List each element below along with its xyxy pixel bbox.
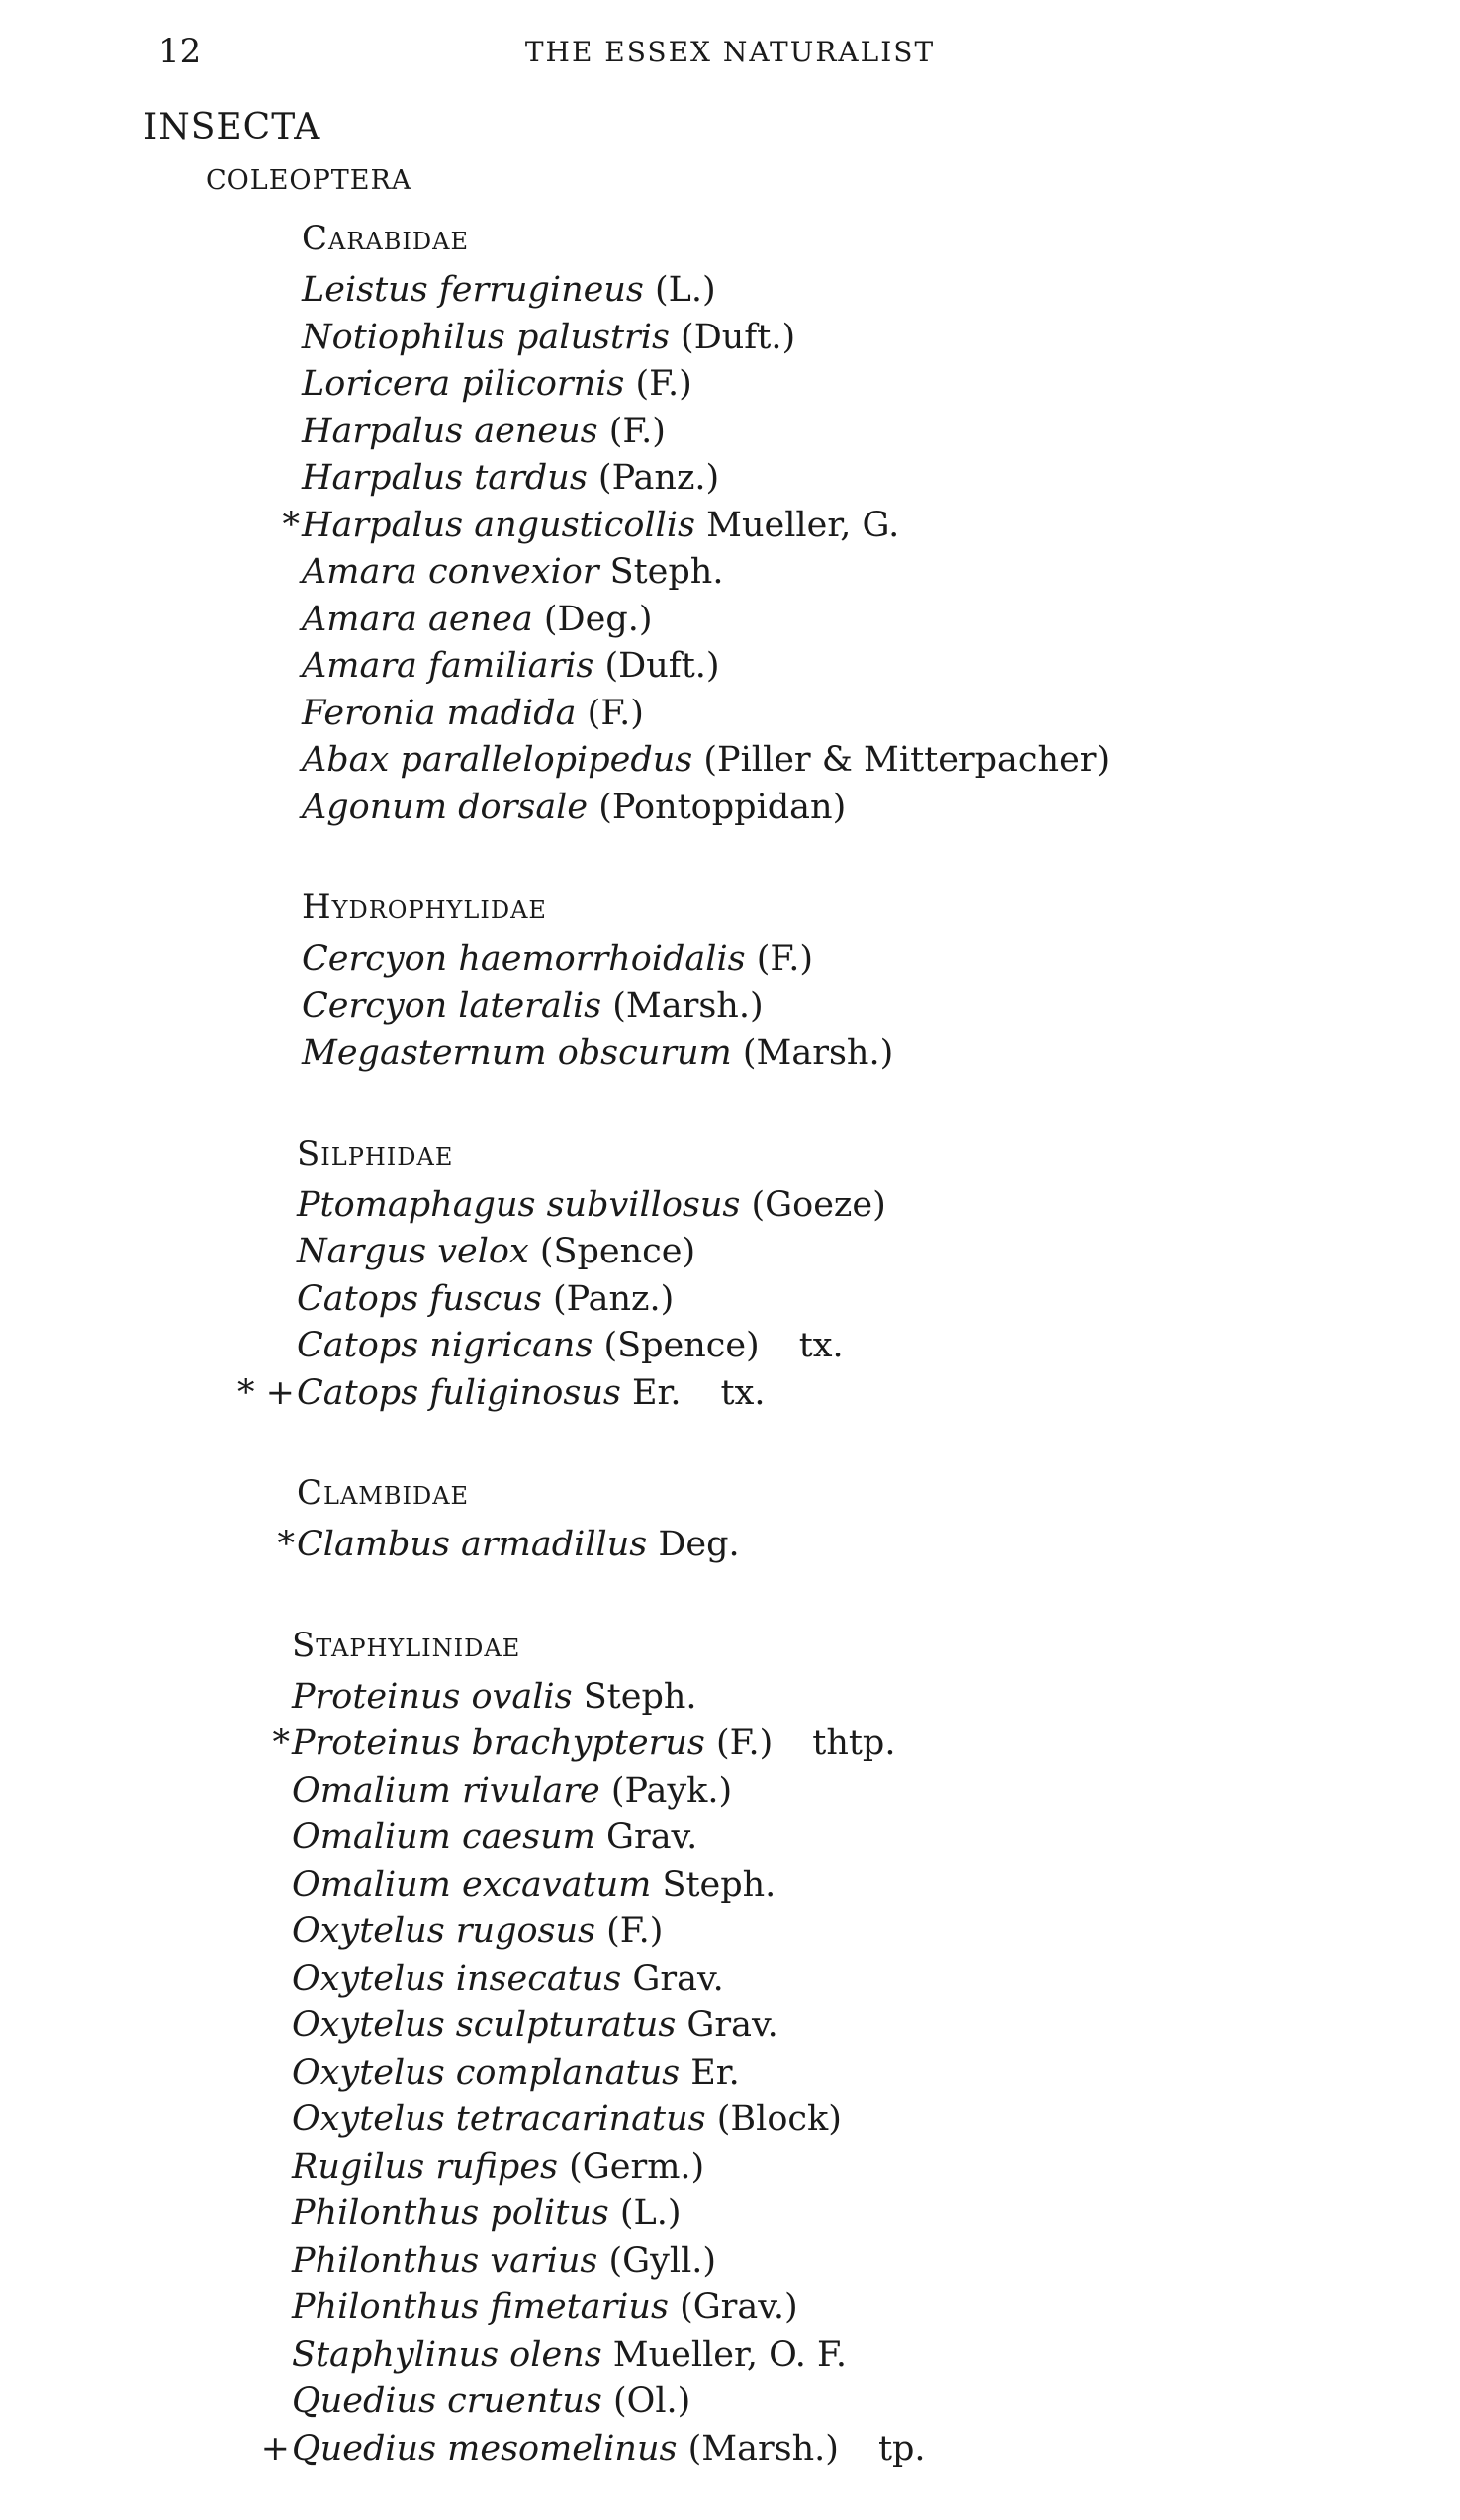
species-authority: (Deg.) (532, 599, 653, 639)
species-entry (0, 2238, 1460, 2286)
species-authority: (Spence) (593, 1326, 760, 1365)
species-entry (0, 1182, 1460, 1230)
species-name: Harpalus aeneus (302, 411, 598, 451)
species-entry (0, 643, 1460, 691)
species-authority: Er. (620, 1372, 682, 1413)
species-entry (0, 1862, 1460, 1910)
species-authority: (Payk.) (599, 1770, 733, 1811)
species-name: Amara familiaris (302, 646, 594, 686)
species-authority: Grav. (594, 1818, 698, 1857)
species-authority: Mueller, G. (695, 505, 900, 545)
species-authority: Grav. (621, 1958, 724, 1999)
family-list (0, 210, 1460, 2520)
species-name: Oxytelus sculpturatus (292, 2006, 677, 2045)
species-authority: (F.) (576, 693, 644, 733)
running-head: THE ESSEX NATURALIST (524, 36, 936, 68)
species-authority: (Piller & Mitterpacher) (692, 740, 1111, 780)
species-name: Agonum dorsale (302, 787, 589, 827)
species-authority: (Grav.) (668, 2287, 798, 2327)
species-authority: Mueller, O. F. (601, 2334, 847, 2375)
family-title: Clambidae (297, 1473, 470, 1513)
species-entry (0, 267, 1460, 315)
species-entry (0, 1768, 1460, 1816)
species-entry (0, 691, 1460, 738)
page-number: 12 (158, 32, 202, 71)
species-name: Cercyon lateralis (302, 985, 602, 1026)
species-authority: (F.) (597, 411, 666, 451)
species-entry (0, 2285, 1460, 2332)
species-name: Ptomaphagus subvillosus (297, 1184, 741, 1225)
species-name: Leistus ferrugineus (302, 270, 644, 310)
species-name: Oxytelus complanatus (292, 2052, 681, 2093)
species-entry (0, 1721, 1460, 1768)
species-entry (0, 503, 1460, 550)
species-entry (0, 409, 1460, 456)
species-mark: * (282, 505, 300, 545)
species-entry (0, 2097, 1460, 2144)
species-name: Clambus armadillus (297, 1525, 648, 1564)
species-name: Quedius mesomelinus (292, 2428, 678, 2469)
species-name: Nargus velox (297, 1232, 529, 1271)
species-entry (0, 1674, 1460, 1722)
species-name: Proteinus brachypterus (292, 1724, 705, 1763)
species-authority: Deg. (647, 1525, 740, 1564)
species-authority: (Germ.) (558, 2146, 705, 2187)
species-note: tp. (877, 2428, 926, 2469)
species-authority: (Marsh.) (731, 1033, 894, 1073)
species-name: Amara aenea (302, 599, 533, 639)
species-authority: Grav. (676, 2006, 778, 2045)
species-authority: Steph. (572, 1676, 697, 1717)
species-name: Philonthus politus (292, 2193, 609, 2233)
family-title: Silphidae (297, 1133, 454, 1173)
family-title: Hydrophylidae (302, 887, 547, 927)
family-title: Staphylinidae (292, 1625, 521, 1665)
species-authority: (Block) (705, 2100, 842, 2139)
species-name: Philonthus varius (292, 2240, 598, 2281)
species-name: Notiophilus palustris (302, 317, 670, 357)
species-authority: Steph. (598, 552, 724, 592)
species-entry (0, 1276, 1460, 1324)
species-name: Oxytelus tetracarinatus (292, 2100, 706, 2139)
species-name: Catops fuscus (297, 1278, 542, 1319)
family-title: Carabidae (302, 219, 469, 258)
species-name: Abax parallelopipedus (302, 740, 693, 780)
species-name: Catops fuliginosus (297, 1372, 621, 1413)
species-authority: (Marsh.) (677, 2428, 839, 2469)
species-entry (0, 549, 1460, 597)
species-authority: (Ol.) (601, 2381, 691, 2421)
species-name: Quedius cruentus (292, 2381, 602, 2421)
species-entry (0, 2379, 1460, 2426)
species-authority: (Goeze) (740, 1184, 886, 1225)
species-entry (0, 1815, 1460, 1862)
family-section (0, 1464, 1460, 1569)
species-authority: (F.) (745, 939, 814, 979)
species-entry (0, 2191, 1460, 2238)
species-authority: (Spence) (528, 1232, 696, 1271)
species-entry (0, 1522, 1460, 1569)
species-mark: * (272, 1724, 290, 1763)
species-entry (0, 936, 1460, 983)
species-entry (0, 2003, 1460, 2050)
species-name: Harpalus tardus (302, 458, 588, 498)
species-name: Oxytelus insecatus (292, 1958, 622, 1999)
species-authority: (Duft.) (593, 646, 720, 686)
species-entry (0, 1229, 1460, 1276)
family-section (0, 879, 1460, 1077)
species-entry (0, 1956, 1460, 2004)
species-authority: (Pontoppidan) (588, 787, 847, 827)
species-entry (0, 597, 1460, 644)
species-authority: (Marsh.) (601, 985, 764, 1026)
species-entry (0, 2426, 1460, 2473)
species-entry (0, 2050, 1460, 2098)
species-authority: (F.) (595, 1912, 664, 1951)
species-name: Omalium caesum (292, 1818, 595, 1857)
species-authority: (Panz.) (587, 458, 720, 498)
species-entry (0, 1370, 1460, 1418)
species-authority: (L.) (608, 2193, 682, 2233)
species-entry (0, 983, 1460, 1031)
species-name: Cercyon haemorrhoidalis (302, 939, 746, 979)
species-entry (0, 315, 1460, 362)
family-section (0, 1125, 1460, 1418)
species-name: Oxytelus rugosus (292, 1912, 596, 1951)
species-authority: Er. (680, 2052, 740, 2093)
species-authority: (Gyll.) (597, 2240, 717, 2281)
order-heading: INSECTA (143, 107, 321, 147)
species-authority: (F.) (624, 364, 692, 404)
species-name: Omalium rivulare (292, 1770, 600, 1811)
species-authority: (Panz.) (541, 1278, 675, 1319)
species-entry (0, 2332, 1460, 2380)
species-mark: + (260, 2428, 290, 2469)
species-name: Loricera pilicornis (302, 364, 625, 404)
species-entry (0, 1323, 1460, 1370)
species-note: thtp. (812, 1724, 896, 1763)
species-name: Harpalus angusticollis (302, 505, 696, 545)
species-note: tx. (720, 1372, 766, 1413)
suborder-heading: COLEOPTERA (206, 165, 412, 196)
species-note: tx. (798, 1326, 844, 1365)
species-authority: (L.) (643, 270, 716, 310)
species-mark: * + (237, 1372, 295, 1413)
species-name: Staphylinus olens (292, 2334, 602, 2375)
species-name: Catops nigricans (297, 1326, 593, 1365)
species-mark: * (277, 1525, 295, 1564)
species-name: Omalium excavatum (292, 1864, 652, 1905)
species-entry (0, 455, 1460, 503)
species-entry (0, 1030, 1460, 1077)
species-entry (0, 361, 1460, 409)
species-name: Amara convexior (302, 552, 599, 592)
species-entry (0, 737, 1460, 785)
species-authority: (Duft.) (669, 317, 796, 357)
species-entry (0, 785, 1460, 832)
species-name: Proteinus ovalis (292, 1676, 573, 1717)
family-section (0, 210, 1460, 831)
species-authority: (F.) (704, 1724, 774, 1763)
species-entry (0, 1909, 1460, 1956)
species-authority: Steph. (651, 1864, 776, 1905)
species-name: Feronia madida (302, 693, 577, 733)
species-name: Rugilus rufipes (292, 2146, 559, 2187)
family-section (0, 1617, 1460, 2473)
species-name: Philonthus fimetarius (292, 2287, 669, 2327)
species-entry (0, 2144, 1460, 2192)
species-name: Megasternum obscurum (302, 1033, 732, 1073)
